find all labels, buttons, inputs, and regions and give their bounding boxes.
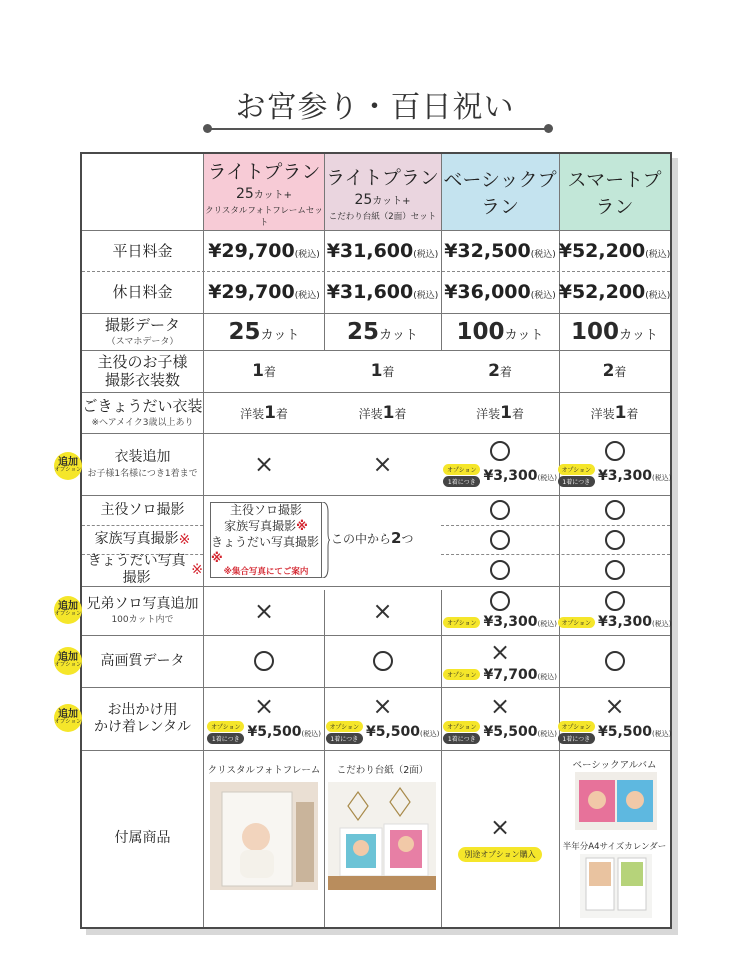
- add-option-badge: 追加 オプション: [54, 596, 82, 624]
- row-label-family: 家族写真撮影 ※: [94, 531, 191, 548]
- row-label-sibling-costume: ごきょうだい衣装 ※ヘアメイク3歳以上あり: [82, 397, 203, 428]
- hq-circle: [204, 635, 324, 687]
- choose-two-box: 主役ソロ撮影 家族写真撮影※ きょうだい写真撮影※ ※集合写真にてご案内: [210, 502, 322, 578]
- sibling-costume: 洋装1着: [476, 402, 524, 423]
- circle-icon: [490, 441, 510, 461]
- header-light-daishi: [324, 154, 441, 230]
- option-price: オプション 1着につき ¥3,300(税込): [558, 464, 672, 487]
- cross-icon: ×: [372, 691, 393, 720]
- sibling-costume: 洋装1着: [358, 402, 407, 423]
- cross-icon: ×: [372, 450, 393, 478]
- product-basic-cell: [441, 750, 559, 927]
- header-sub: こだわり台紙（2面）セット: [328, 211, 437, 222]
- price-holiday: ¥29,700(税込): [208, 281, 320, 303]
- price-holiday: ¥36,000(税込): [444, 281, 556, 303]
- option-price: オプション 1着につき ¥3,300(税込): [443, 464, 557, 487]
- daishi-photo: [328, 782, 436, 890]
- cross-icon: ×: [604, 691, 625, 720]
- plan-table: [80, 152, 672, 929]
- row-label-products: 付属商品: [114, 830, 171, 847]
- price-weekday: ¥52,200(税込): [558, 239, 671, 262]
- circle-icon: [490, 500, 510, 520]
- costume-count: 1着: [252, 361, 276, 381]
- shoot-circle: [441, 525, 559, 554]
- brace-icon: [322, 502, 330, 578]
- option-price: オプション 1着につき ¥5,500(税込): [443, 721, 557, 744]
- cut-count: 100カット: [456, 318, 544, 345]
- add-option-badge: 追加 オプション: [54, 704, 82, 732]
- sibling-costume: 洋装1着: [590, 402, 639, 423]
- costume-add-option: [559, 433, 670, 495]
- row-label-costume-add: 衣装追加 お子様1名様につき1着まで: [87, 449, 198, 479]
- brother-solo-cross: [324, 586, 441, 635]
- cut-count: 100カット: [571, 318, 658, 345]
- row-label-rental: お出かけ用 かけ着レンタル: [93, 701, 192, 735]
- title-dot-left: [203, 124, 212, 133]
- row-label-data: 撮影データ （スマホデータ）: [104, 316, 180, 347]
- separate-option-tag: 別途オプション購入: [458, 847, 541, 862]
- row-label-brother-solo: 兄弟ソロ写真追加 100カット内で: [86, 595, 199, 626]
- crystal-frame-photo: [210, 782, 318, 890]
- circle-icon: [254, 651, 274, 671]
- row-label-solo: 主役ソロ撮影: [100, 501, 185, 518]
- costume-add-option: [441, 433, 559, 495]
- hq-circle: [559, 635, 670, 687]
- product-album-label: ベーシックアルバム: [572, 760, 657, 771]
- cross-icon: ×: [253, 450, 275, 478]
- calendar-photo: [580, 854, 652, 918]
- price-weekday: ¥29,700(税込): [208, 239, 320, 262]
- option-price: オプション 1着につき ¥5,500(税込): [558, 721, 672, 744]
- header-plan-name: ベーシックプラン: [443, 169, 557, 218]
- title-dot-right: [544, 124, 553, 133]
- sibling-costume: 洋装1着: [240, 402, 288, 423]
- circle-icon: [490, 560, 510, 580]
- add-option-badge: 追加 オプション: [54, 452, 82, 480]
- option-price: オプション 1着につき ¥5,500(税込): [207, 721, 321, 744]
- header-sub: クリスタルフォトフレームセット: [205, 205, 323, 228]
- row-label-costume: 主役のお子様 撮影衣装数: [97, 353, 188, 389]
- circle-icon: [605, 651, 625, 671]
- header-plan-name: ライトプラン: [207, 160, 321, 183]
- page-title: お宮参り・百日祝い: [235, 90, 515, 125]
- cross-icon: ×: [489, 691, 511, 720]
- rental-option: [324, 687, 441, 750]
- header-smart: [559, 154, 670, 230]
- rental-option: [441, 687, 559, 750]
- circle-icon: [605, 560, 625, 580]
- header-light-crystal: [204, 154, 324, 230]
- header-basic: [441, 154, 559, 230]
- circle-icon: [605, 500, 625, 520]
- costume-count: 2着: [602, 361, 627, 381]
- option-price: オプション ¥3,300(税込): [443, 614, 557, 630]
- circle-icon: [605, 441, 625, 461]
- cut-count: 25カット: [347, 318, 418, 345]
- price-holiday: ¥31,600(税込): [326, 281, 439, 303]
- circle-icon: [605, 591, 625, 611]
- cut-count: 25カット: [228, 318, 300, 345]
- product-calendar-label: 半年分A4サイズカレンダー: [562, 842, 667, 852]
- circle-icon: [605, 530, 625, 550]
- shoot-circle: [441, 554, 559, 586]
- album-photo: [575, 772, 657, 830]
- hq-option: [441, 635, 559, 687]
- header-cut: 25カット+: [235, 185, 293, 202]
- shoot-circle: [441, 495, 559, 525]
- product-crystal-label: クリスタルフォトフレーム: [207, 765, 321, 776]
- shoot-circle: [559, 495, 670, 525]
- price-weekday: ¥31,600(税込): [326, 239, 439, 262]
- costume-add-cross: [204, 433, 324, 495]
- price-holiday: ¥52,200(税込): [558, 281, 671, 303]
- rental-option: [204, 687, 324, 750]
- costume-count: 1着: [370, 361, 395, 381]
- option-price: オプション ¥7,700(税込): [443, 667, 557, 683]
- brother-solo-option: [441, 586, 559, 635]
- header-cut: 25カット+: [354, 191, 411, 208]
- header-plan-name: ライトプラン: [326, 166, 439, 189]
- price-weekday: ¥32,500(税込): [444, 239, 556, 262]
- brother-solo-option: [559, 586, 670, 635]
- option-price: オプション ¥3,300(税込): [558, 614, 672, 630]
- cross-icon: ×: [489, 637, 511, 666]
- title-underline: [207, 128, 549, 130]
- hq-circle: [324, 635, 441, 687]
- cross-icon: ×: [253, 596, 275, 625]
- header-plan-name: スマートプラン: [567, 169, 662, 218]
- add-option-badge: 追加 オプション: [54, 647, 82, 675]
- circle-icon: [373, 651, 393, 671]
- option-price: オプション 1着につき ¥5,500(税込): [326, 721, 440, 744]
- circle-icon: [490, 591, 510, 611]
- row-label-hq: 高画質データ: [100, 652, 185, 669]
- shoot-circle: [559, 554, 670, 586]
- row-label-siblings: きょうだい写真撮影 ※: [87, 553, 203, 586]
- costume-add-cross: [324, 433, 441, 495]
- circle-icon: [490, 530, 510, 550]
- row-label-holiday: 休日料金: [112, 283, 173, 301]
- brother-solo-cross: [204, 586, 324, 635]
- shoot-circle: [559, 525, 670, 554]
- choose-two-label: この中から2つ: [331, 529, 414, 547]
- cross-icon: ×: [253, 691, 275, 720]
- cross-icon: ×: [489, 813, 511, 841]
- cross-icon: ×: [372, 596, 393, 625]
- product-daishi-label: こだわり台紙（2面）: [336, 765, 429, 776]
- costume-count: 2着: [488, 361, 512, 381]
- row-label-weekday: 平日料金: [112, 241, 173, 260]
- rental-option: [559, 687, 670, 750]
